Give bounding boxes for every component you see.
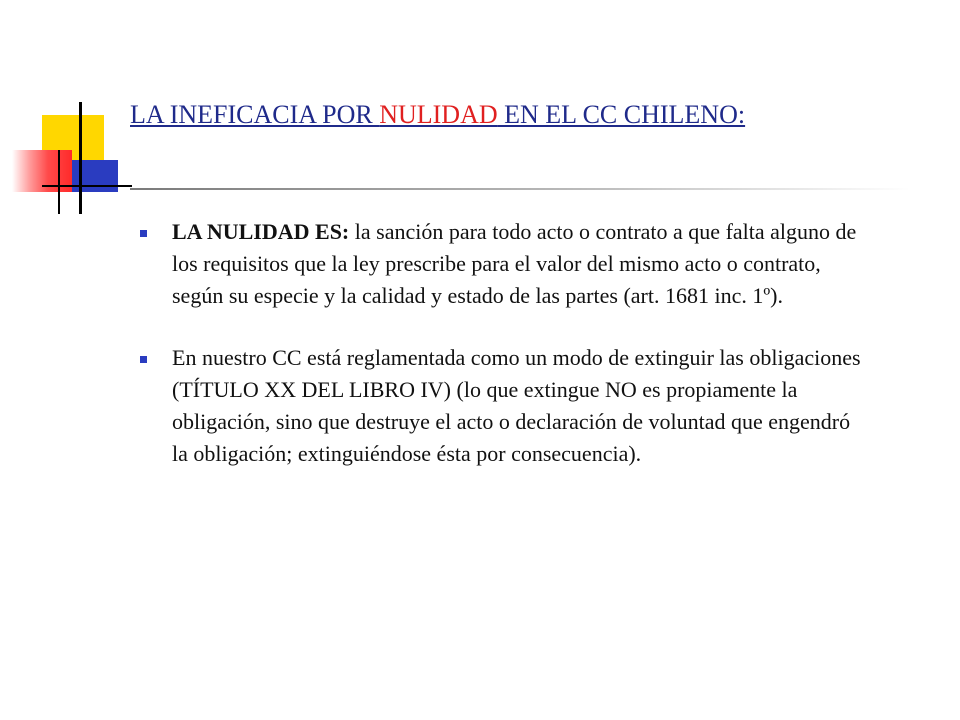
bullet-square-icon xyxy=(140,230,147,237)
title-highlight: NULIDAD xyxy=(379,100,498,129)
title-part-2: EN EL CC CHILENO: xyxy=(497,100,746,129)
bullet-list xyxy=(130,216,870,470)
bullet-item xyxy=(130,216,870,312)
bullet-square-icon xyxy=(140,356,147,363)
bullet-item xyxy=(130,342,870,470)
title-part-1: LA INEFICACIA POR xyxy=(130,100,380,129)
bullet-bold-label: LA NULIDAD ES: xyxy=(172,219,350,244)
bullet-text: la sanción para todo acto o contrato a que falta alguno de los requisitos que la ley prescribe para el valor del mismo acto o contrato, según su especie y la calidad y estado de las partes (art. 1681 inc. 1º). xyxy=(172,219,857,308)
slide-title xyxy=(130,98,830,132)
vertical-line-short xyxy=(58,150,60,214)
bullet-text: En nuestro CC está reglamentada como un modo de extinguir las obligaciones (TÍTULO XX DEL LIBRO IV) (lo que extingue NO es propiamente la obligación, sino que destruye el acto o declaración de voluntad que engendró la obligación; extinguiéndose ésta por consecuencia). xyxy=(172,345,861,466)
horizontal-line xyxy=(42,185,132,187)
title-divider xyxy=(130,188,910,190)
vertical-line xyxy=(79,102,82,214)
